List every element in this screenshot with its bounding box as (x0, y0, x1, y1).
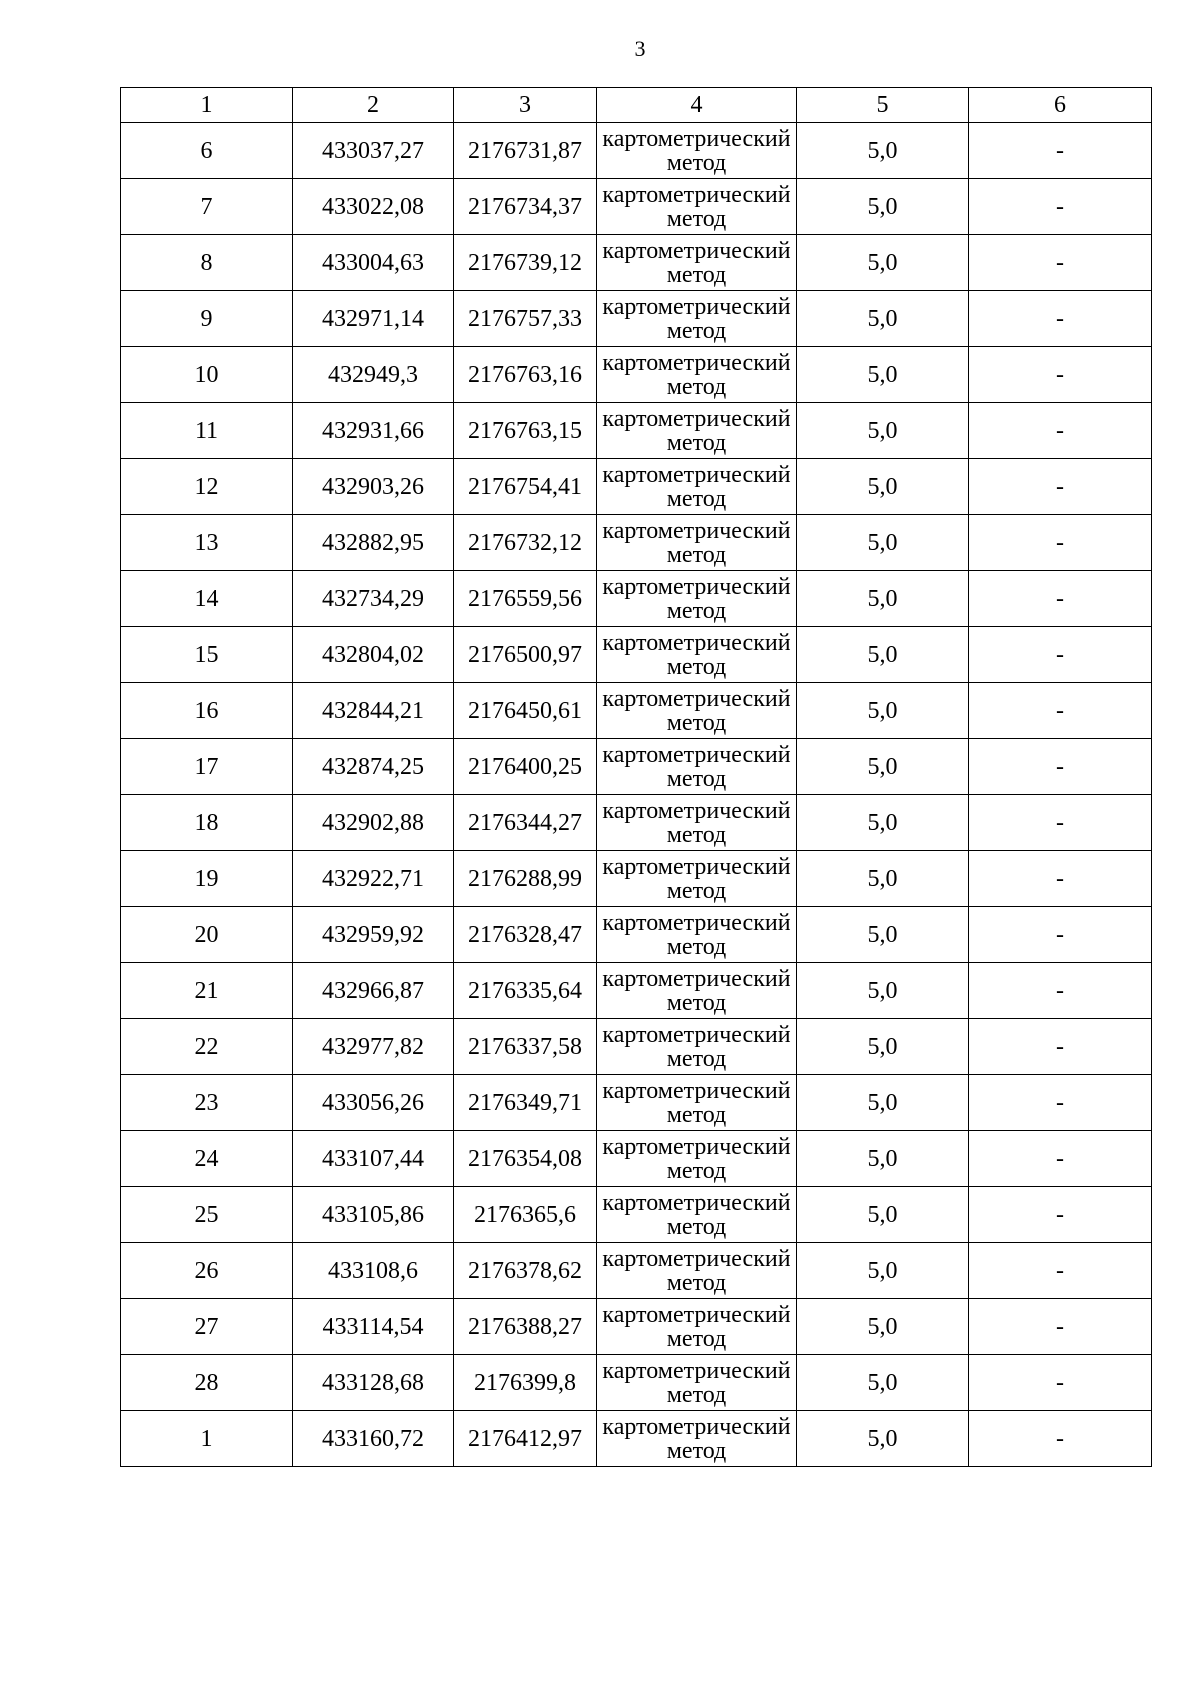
point-number-cell: 22 (121, 1019, 293, 1075)
x-coordinate-cell: 432902,88 (293, 795, 454, 851)
accuracy-cell: 5,0 (797, 627, 969, 683)
note-cell: - (969, 739, 1152, 795)
method-cell: картометрический метод (597, 963, 797, 1019)
point-number-cell: 8 (121, 235, 293, 291)
method-cell: картометрический метод (597, 1075, 797, 1131)
y-coordinate-cell: 2176328,47 (454, 907, 597, 963)
table-row (121, 571, 1152, 627)
y-coordinate-cell: 2176763,16 (454, 347, 597, 403)
method-cell: картометрический метод (597, 291, 797, 347)
x-coordinate-cell: 433160,72 (293, 1411, 454, 1467)
coordinates-table (120, 87, 1152, 1467)
accuracy-cell: 5,0 (797, 1243, 969, 1299)
method-cell: картометрический метод (597, 1243, 797, 1299)
table-row (121, 739, 1152, 795)
x-coordinate-cell: 432903,26 (293, 459, 454, 515)
table-row (121, 1355, 1152, 1411)
method-cell: картометрический метод (597, 179, 797, 235)
x-coordinate-cell: 432874,25 (293, 739, 454, 795)
method-cell: картометрический метод (597, 683, 797, 739)
method-cell: картометрический метод (597, 739, 797, 795)
note-cell: - (969, 1075, 1152, 1131)
note-cell: - (969, 1411, 1152, 1467)
note-cell: - (969, 515, 1152, 571)
table-row (121, 123, 1152, 179)
y-coordinate-cell: 2176349,71 (454, 1075, 597, 1131)
note-cell: - (969, 347, 1152, 403)
point-number-cell: 10 (121, 347, 293, 403)
x-coordinate-cell: 432966,87 (293, 963, 454, 1019)
accuracy-cell: 5,0 (797, 851, 969, 907)
accuracy-cell: 5,0 (797, 1411, 969, 1467)
note-cell: - (969, 123, 1152, 179)
point-number-cell: 26 (121, 1243, 293, 1299)
method-cell: картометрический метод (597, 1411, 797, 1467)
note-cell: - (969, 1299, 1152, 1355)
table-header (121, 88, 1152, 123)
point-number-cell: 16 (121, 683, 293, 739)
note-cell: - (969, 459, 1152, 515)
accuracy-cell: 5,0 (797, 515, 969, 571)
note-cell: - (969, 795, 1152, 851)
x-coordinate-cell: 432931,66 (293, 403, 454, 459)
accuracy-cell: 5,0 (797, 1187, 969, 1243)
y-coordinate-cell: 2176559,56 (454, 571, 597, 627)
note-cell: - (969, 1187, 1152, 1243)
method-cell: картометрический метод (597, 1019, 797, 1075)
y-coordinate-cell: 2176754,41 (454, 459, 597, 515)
y-coordinate-cell: 2176412,97 (454, 1411, 597, 1467)
column-header: 6 (969, 88, 1152, 123)
point-number-cell: 23 (121, 1075, 293, 1131)
header-row (121, 88, 1152, 123)
y-coordinate-cell: 2176400,25 (454, 739, 597, 795)
y-coordinate-cell: 2176763,15 (454, 403, 597, 459)
point-number-cell: 12 (121, 459, 293, 515)
column-header: 5 (797, 88, 969, 123)
accuracy-cell: 5,0 (797, 739, 969, 795)
table-row (121, 347, 1152, 403)
point-number-cell: 27 (121, 1299, 293, 1355)
x-coordinate-cell: 432844,21 (293, 683, 454, 739)
x-coordinate-cell: 432977,82 (293, 1019, 454, 1075)
point-number-cell: 21 (121, 963, 293, 1019)
method-cell: картометрический метод (597, 1131, 797, 1187)
accuracy-cell: 5,0 (797, 1355, 969, 1411)
x-coordinate-cell: 433105,86 (293, 1187, 454, 1243)
x-coordinate-cell: 432949,3 (293, 347, 454, 403)
table-row (121, 459, 1152, 515)
accuracy-cell: 5,0 (797, 683, 969, 739)
x-coordinate-cell: 433037,27 (293, 123, 454, 179)
accuracy-cell: 5,0 (797, 235, 969, 291)
point-number-cell: 24 (121, 1131, 293, 1187)
accuracy-cell: 5,0 (797, 291, 969, 347)
y-coordinate-cell: 2176365,6 (454, 1187, 597, 1243)
point-number-cell: 11 (121, 403, 293, 459)
x-coordinate-cell: 432922,71 (293, 851, 454, 907)
table-row (121, 1411, 1152, 1467)
y-coordinate-cell: 2176500,97 (454, 627, 597, 683)
table-row (121, 1243, 1152, 1299)
method-cell: картометрический метод (597, 515, 797, 571)
column-header: 3 (454, 88, 597, 123)
note-cell: - (969, 571, 1152, 627)
point-number-cell: 14 (121, 571, 293, 627)
table-row (121, 1299, 1152, 1355)
note-cell: - (969, 963, 1152, 1019)
accuracy-cell: 5,0 (797, 403, 969, 459)
accuracy-cell: 5,0 (797, 907, 969, 963)
table-row (121, 627, 1152, 683)
point-number-cell: 7 (121, 179, 293, 235)
note-cell: - (969, 291, 1152, 347)
table-row (121, 1187, 1152, 1243)
point-number-cell: 18 (121, 795, 293, 851)
x-coordinate-cell: 433114,54 (293, 1299, 454, 1355)
x-coordinate-cell: 432971,14 (293, 291, 454, 347)
accuracy-cell: 5,0 (797, 963, 969, 1019)
point-number-cell: 15 (121, 627, 293, 683)
table-row (121, 179, 1152, 235)
note-cell: - (969, 1355, 1152, 1411)
y-coordinate-cell: 2176739,12 (454, 235, 597, 291)
page-number: 3 (634, 36, 646, 61)
note-cell: - (969, 1019, 1152, 1075)
point-number-cell: 28 (121, 1355, 293, 1411)
y-coordinate-cell: 2176344,27 (454, 795, 597, 851)
y-coordinate-cell: 2176734,37 (454, 179, 597, 235)
x-coordinate-cell: 433056,26 (293, 1075, 454, 1131)
note-cell: - (969, 179, 1152, 235)
method-cell: картометрический метод (597, 1355, 797, 1411)
x-coordinate-cell: 433128,68 (293, 1355, 454, 1411)
y-coordinate-cell: 2176388,27 (454, 1299, 597, 1355)
point-number-cell: 19 (121, 851, 293, 907)
note-cell: - (969, 851, 1152, 907)
method-cell: картометрический метод (597, 851, 797, 907)
x-coordinate-cell: 433108,6 (293, 1243, 454, 1299)
y-coordinate-cell: 2176288,99 (454, 851, 597, 907)
method-cell: картометрический метод (597, 571, 797, 627)
method-cell: картометрический метод (597, 123, 797, 179)
table-row (121, 851, 1152, 907)
table-row (121, 795, 1152, 851)
table-row (121, 403, 1152, 459)
method-cell: картометрический метод (597, 1299, 797, 1355)
method-cell: картометрический метод (597, 403, 797, 459)
table-row (121, 1131, 1152, 1187)
accuracy-cell: 5,0 (797, 179, 969, 235)
y-coordinate-cell: 2176450,61 (454, 683, 597, 739)
y-coordinate-cell: 2176732,12 (454, 515, 597, 571)
y-coordinate-cell: 2176378,62 (454, 1243, 597, 1299)
note-cell: - (969, 403, 1152, 459)
note-cell: - (969, 627, 1152, 683)
accuracy-cell: 5,0 (797, 795, 969, 851)
table-row (121, 235, 1152, 291)
accuracy-cell: 5,0 (797, 1299, 969, 1355)
note-cell: - (969, 235, 1152, 291)
column-header: 1 (121, 88, 293, 123)
table-row (121, 1075, 1152, 1131)
x-coordinate-cell: 433022,08 (293, 179, 454, 235)
method-cell: картометрический метод (597, 627, 797, 683)
point-number-cell: 25 (121, 1187, 293, 1243)
accuracy-cell: 5,0 (797, 1131, 969, 1187)
accuracy-cell: 5,0 (797, 347, 969, 403)
x-coordinate-cell: 432882,95 (293, 515, 454, 571)
note-cell: - (969, 907, 1152, 963)
point-number-cell: 20 (121, 907, 293, 963)
accuracy-cell: 5,0 (797, 1019, 969, 1075)
note-cell: - (969, 683, 1152, 739)
accuracy-cell: 5,0 (797, 1075, 969, 1131)
y-coordinate-cell: 2176399,8 (454, 1355, 597, 1411)
point-number-cell: 1 (121, 1411, 293, 1467)
x-coordinate-cell: 432959,92 (293, 907, 454, 963)
method-cell: картометрический метод (597, 795, 797, 851)
point-number-cell: 17 (121, 739, 293, 795)
column-header: 2 (293, 88, 454, 123)
table-row (121, 683, 1152, 739)
accuracy-cell: 5,0 (797, 571, 969, 627)
point-number-cell: 6 (121, 123, 293, 179)
y-coordinate-cell: 2176335,64 (454, 963, 597, 1019)
method-cell: картометрический метод (597, 459, 797, 515)
y-coordinate-cell: 2176354,08 (454, 1131, 597, 1187)
accuracy-cell: 5,0 (797, 459, 969, 515)
x-coordinate-cell: 433004,63 (293, 235, 454, 291)
table-row (121, 963, 1152, 1019)
table-row (121, 1019, 1152, 1075)
accuracy-cell: 5,0 (797, 123, 969, 179)
note-cell: - (969, 1243, 1152, 1299)
method-cell: картометрический метод (597, 1187, 797, 1243)
point-number-cell: 13 (121, 515, 293, 571)
table-row (121, 515, 1152, 571)
y-coordinate-cell: 2176337,58 (454, 1019, 597, 1075)
point-number-cell: 9 (121, 291, 293, 347)
x-coordinate-cell: 433107,44 (293, 1131, 454, 1187)
method-cell: картометрический метод (597, 235, 797, 291)
x-coordinate-cell: 432734,29 (293, 571, 454, 627)
column-header: 4 (597, 88, 797, 123)
note-cell: - (969, 1131, 1152, 1187)
table-row (121, 291, 1152, 347)
method-cell: картометрический метод (597, 347, 797, 403)
table-row (121, 907, 1152, 963)
table-body (121, 123, 1152, 1467)
x-coordinate-cell: 432804,02 (293, 627, 454, 683)
y-coordinate-cell: 2176731,87 (454, 123, 597, 179)
method-cell: картометрический метод (597, 907, 797, 963)
y-coordinate-cell: 2176757,33 (454, 291, 597, 347)
